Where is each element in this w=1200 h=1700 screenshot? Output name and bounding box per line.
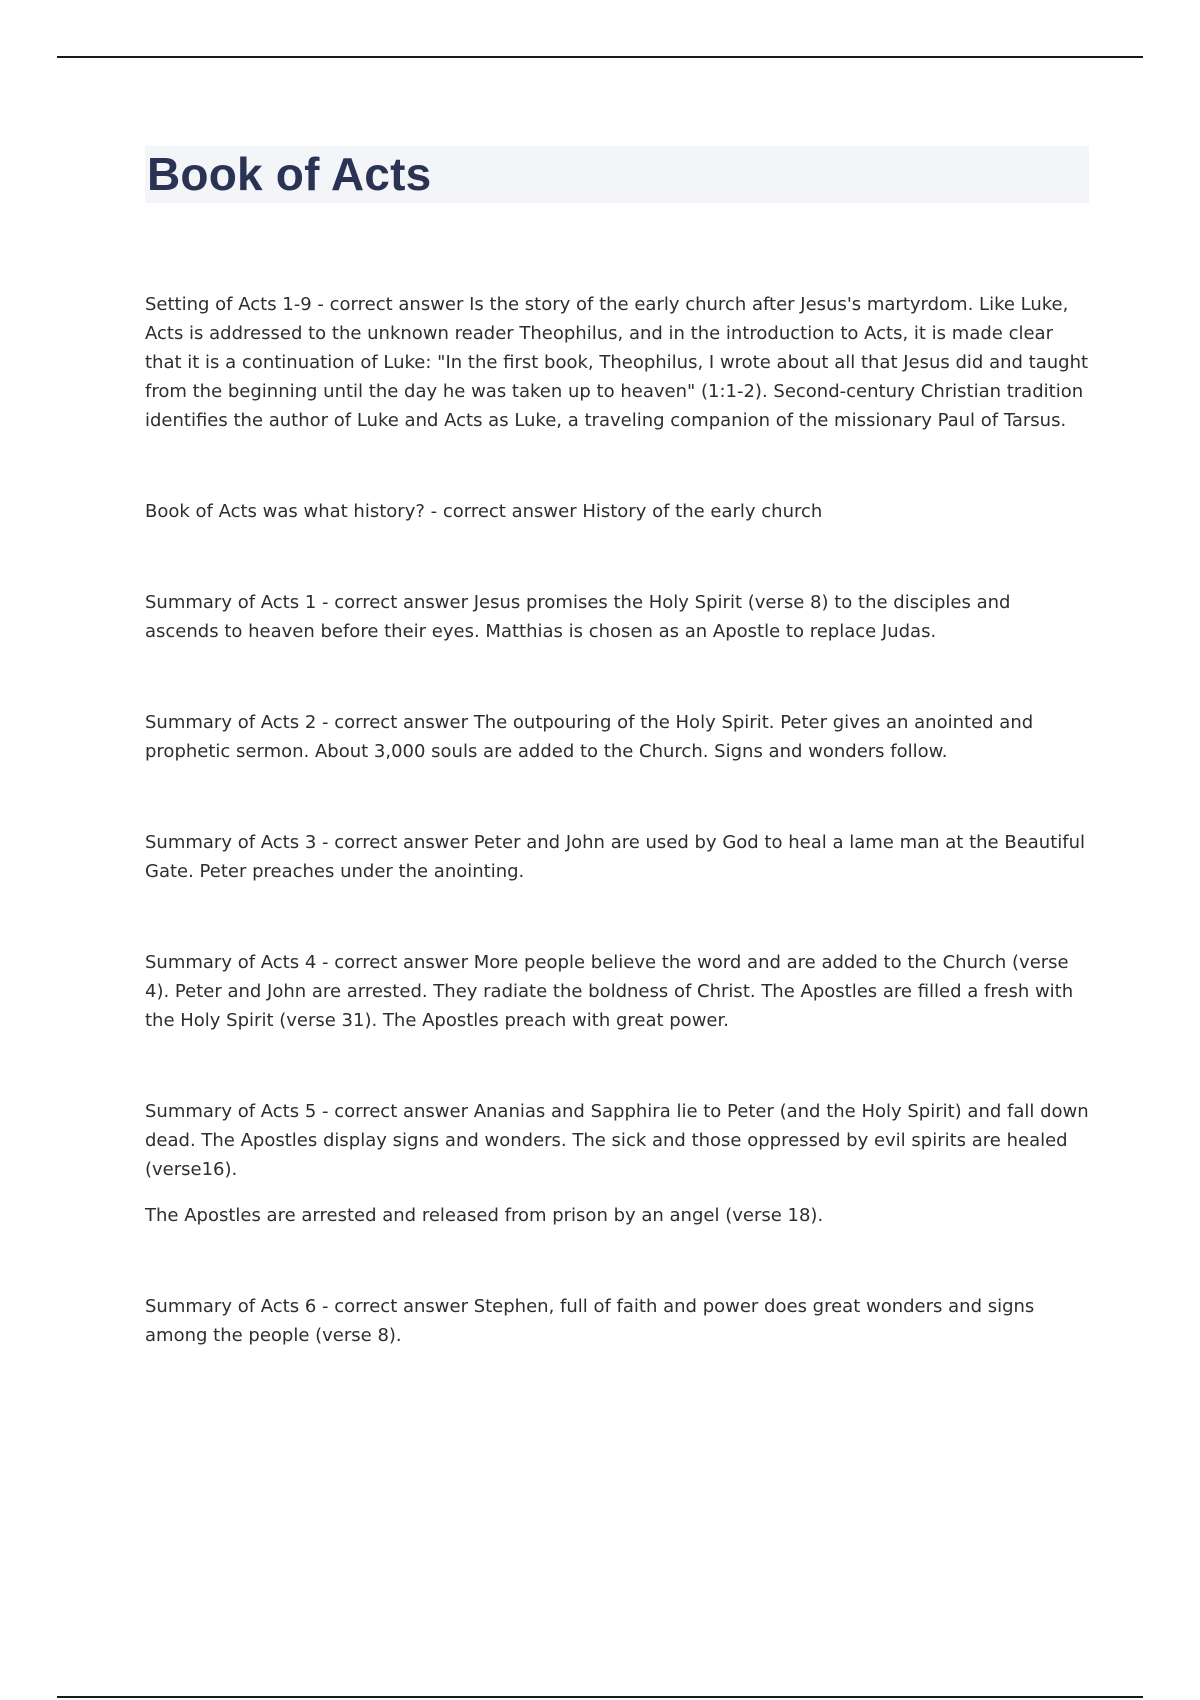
entry-paragraph: The Apostles are arrested and released from prison by an angel (verse 18). — [145, 1205, 824, 1226]
entry-paragraph: Summary of Acts 3 - correct answer Peter and John are used by God to heal a lame man at the Beautiful Gate. Peter preaches under the anointing. — [145, 832, 1086, 882]
entry-paragraph: Summary of Acts 4 - correct answer More people believe the word and are added to the Church (verse 4). Peter and John are arrested. They radiate the boldness of Christ. The Apostles are filled a fresh with the Holy Spirit (verse 31). The Apostles preach with great power. — [145, 952, 1074, 1031]
entry-history — [145, 497, 1089, 526]
entry-paragraph: Summary of Acts 6 - correct answer Stephen, full of faith and power does great wonders and signs among the people (verse 8). — [145, 1296, 1035, 1346]
entry-acts-4 — [145, 948, 1089, 1035]
entry-acts-2 — [145, 708, 1089, 766]
entry-acts-5 — [145, 1097, 1089, 1230]
document-body — [145, 290, 1089, 1412]
entry-paragraph: Summary of Acts 1 - correct answer Jesus promises the Holy Spirit (verse 8) to the disciples and ascends to heaven before their eyes. Matthias is chosen as an Apostle to replace Judas. — [145, 592, 1011, 642]
entry-paragraph: Summary of Acts 2 - correct answer The outpouring of the Holy Spirit. Peter gives an anointed and prophetic sermon. About 3,000 souls are added to the Church. Signs and wonders follow. — [145, 712, 1034, 762]
entry-acts-6 — [145, 1292, 1089, 1350]
top-rule — [57, 56, 1143, 58]
bottom-rule — [57, 1696, 1143, 1698]
entry-acts-1 — [145, 588, 1089, 646]
title-band — [145, 146, 1089, 203]
entry-paragraph: Setting of Acts 1-9 - correct answer Is the story of the early church after Jesus's martyrdom. Like Luke, Acts is addressed to the unknown reader Theophilus, and in the introduction to Acts, it is made clear that it is a continuation of Luke: "In the first book, Theophilus, I wrote about all that Jesus did and taught from the beginning until the day he was taken up to heaven" (1:1-2). Second-century Christian tradition identifies the author of Luke and Acts as Luke, a traveling companion of the missionary Paul of Tarsus. — [145, 294, 1089, 431]
entry-paragraph: Book of Acts was what history? - correct answer History of the early church — [145, 501, 823, 522]
entry-acts-3 — [145, 828, 1089, 886]
entry-setting-acts-1-9 — [145, 290, 1089, 435]
entry-paragraph: Summary of Acts 5 - correct answer Ananias and Sapphira lie to Peter (and the Holy Spirit) and fall down dead. The Apostles display signs and wonders. The sick and those oppressed by evil spirits are healed (verse16). — [145, 1101, 1089, 1180]
document-title: Book of Acts — [147, 148, 432, 200]
